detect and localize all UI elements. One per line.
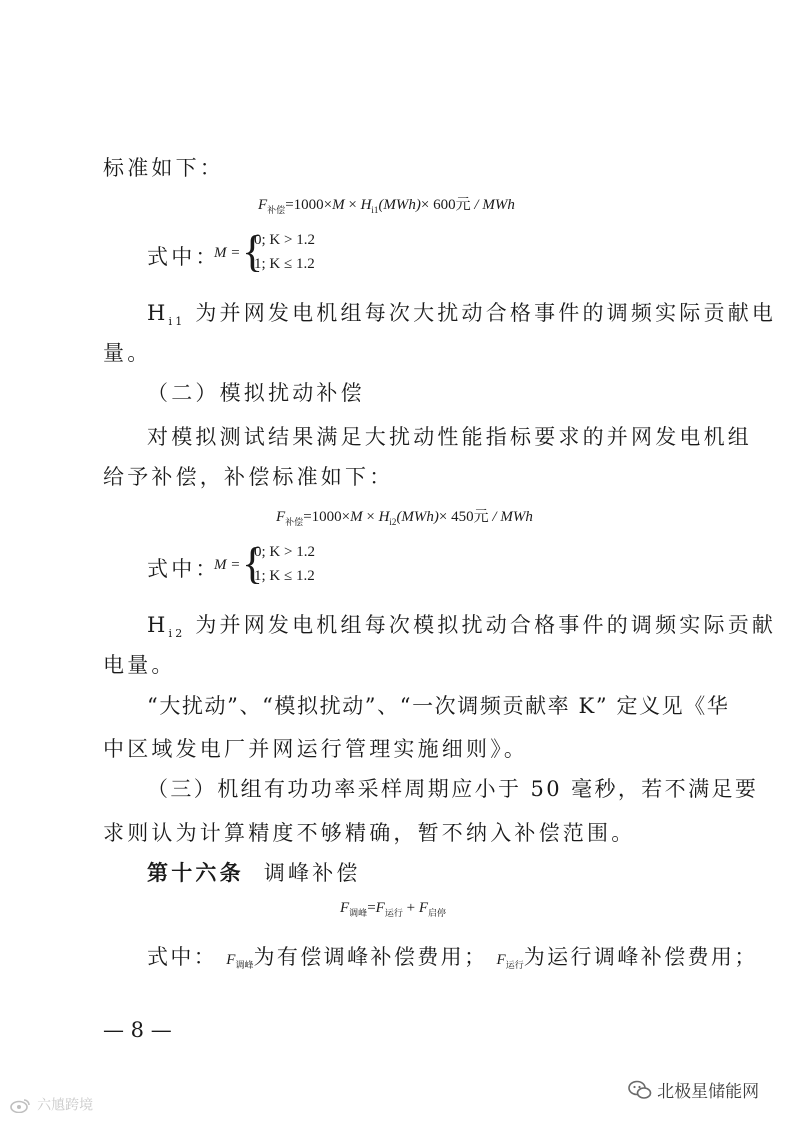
article-number: 第十六条	[147, 861, 244, 885]
text-line: （三）机组有功功率采样周期应小于 50 毫秒，若不满足要	[147, 777, 759, 801]
text-line: 式中： $F_{调峰}$为有偿调峰补偿费用； $F_{运行}$为运行调峰补偿费用；	[147, 945, 758, 970]
formula-m-cases-1: M = { 0; K > 1.2 1; K ≤ 1.2	[214, 227, 315, 276]
text-line: 给予补偿，补偿标准如下：	[103, 465, 394, 489]
formula-compensation-1: $F_{补偿}=1000\times M \times H_{i1}(MWh)\times 600$元 / MWh	[258, 195, 515, 215]
formula-compensation-2: $F_{补偿}=1000\times M \times H_{i2}(MWh)\times 450$元 / MWh	[276, 507, 533, 527]
formula-peak-regulation: $F_{调峰}=F_{运行} + F_{启停}$	[340, 900, 446, 918]
article-heading: 第十六条 调峰补偿	[147, 861, 361, 885]
text-line: “大扰动”、“模拟扰动”、“一次调频贡献率 K” 定义见《华	[147, 694, 730, 718]
text-line: 式中：	[147, 557, 220, 581]
text-line: 求则认为计算精度不够精确，暂不纳入补偿范围。	[103, 821, 636, 845]
text-line: 量。	[103, 341, 152, 365]
section-heading: （二）模拟扰动补偿	[147, 381, 365, 405]
text-line: 标准如下：	[103, 156, 224, 180]
text-line: 中区域发电厂并网运行管理实施细则》。	[103, 737, 529, 761]
symbol-f-peak: $F_{调峰}$	[226, 952, 254, 970]
text-line: 式中：	[147, 245, 220, 269]
page-number: — 8 —	[103, 1018, 172, 1042]
text-line: $H_{i2}$ 为并网发电机组每次模拟扰动合格事件的调频实际贡献	[147, 613, 777, 641]
text-line: 电量。	[103, 653, 176, 677]
text-line: 对模拟测试结果满足大扰动性能指标要求的并网发电机组	[147, 425, 752, 449]
watermark-right: 北极星储能网	[628, 1077, 759, 1102]
watermark-left: 六㐤跨境	[10, 1094, 93, 1115]
text-line: $H_{i1}$ 为并网发电机组每次大扰动合格事件的调频实际贡献电	[147, 301, 777, 329]
symbol-f-run: $F_{运行}$	[496, 952, 524, 970]
wechat-icon	[628, 1080, 652, 1100]
formula-m-cases-2: M = { 0; K > 1.2 1; K ≤ 1.2	[214, 539, 315, 588]
weibo-logo-icon	[10, 1097, 32, 1113]
